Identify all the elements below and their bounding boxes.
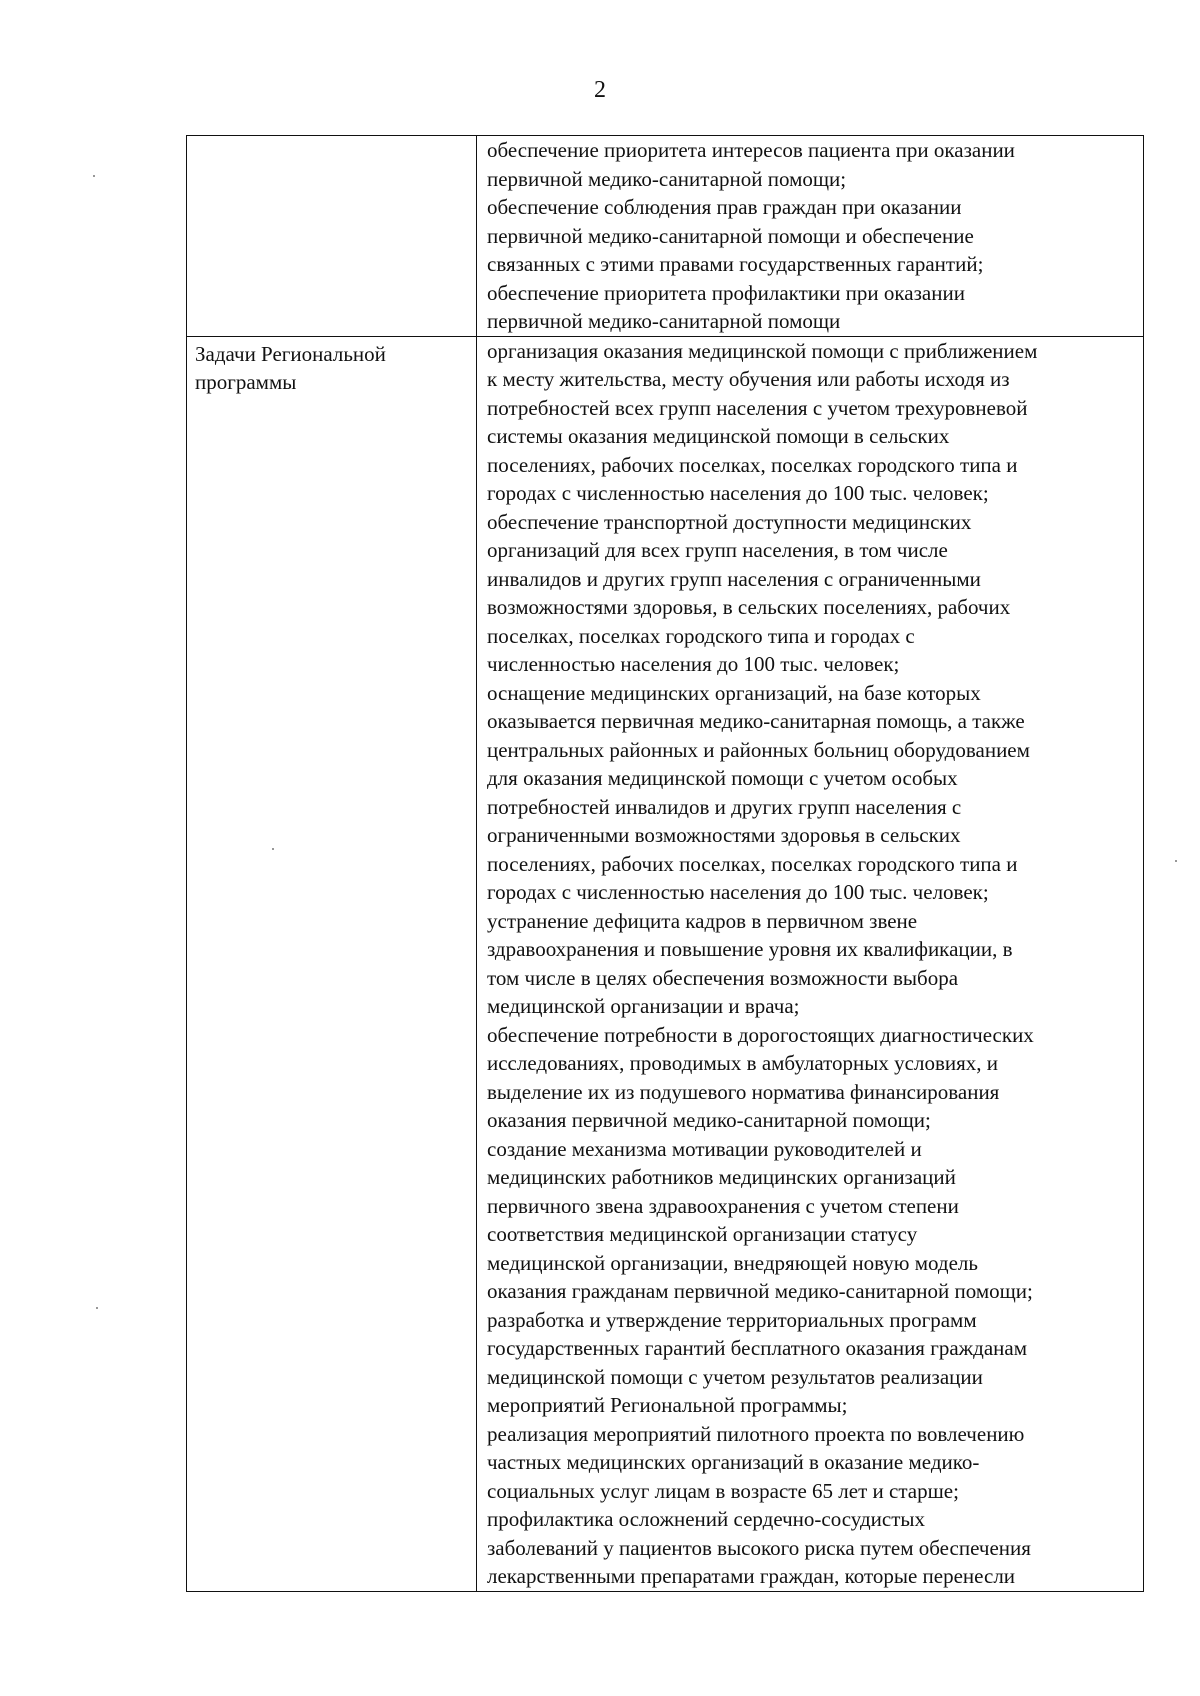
text-line: профилактика осложнений сердечно-сосудистых [487,1507,926,1531]
text-line: инвалидов и других групп населения с ограниченными [487,566,981,591]
row2-content-cell [477,336,1144,1591]
text-line: для оказания медицинской помощи с учетом особых [487,766,958,790]
text-line: реализация мероприятий пилотного проекта по вовлечению [487,1421,1025,1446]
scan-speck [93,175,95,177]
text-line: первичной медико-санитарной помощи [487,309,841,333]
text-line: соответствия медицинской организации статусу [487,1222,918,1246]
text-line: оказания первичной медико-санитарной помощи; [487,1108,931,1132]
text-line: возможностями здоровья, в сельских поселениях, рабочих [487,595,1011,619]
text-line: обеспечение соблюдения прав граждан при оказании [487,195,962,219]
text-line: государственных гарантий бесплатного оказания гражданам [487,1336,1028,1360]
text-line: медицинской помощи с учетом результатов реализации [487,1364,983,1389]
text-line: численностью населения до 100 тыс. человек; [487,652,900,676]
text-line: организаций для всех групп населения, в том числе [487,538,948,562]
scan-speck [1175,860,1177,862]
text-line: оказания гражданам первичной медико-санитарной помощи; [487,1279,1033,1303]
text-line: центральных районных и районных больниц оборудованием [487,737,1030,762]
text-line: медицинской организации и врача; [487,994,800,1018]
row1-content [477,136,1143,336]
text-line: здравоохранения и повышение уровня их квалификации, в [487,937,1013,961]
text-line: выделение их из подушевого норматива финансирования [487,1079,1000,1104]
text-line: потребностей инвалидов и других групп населения с [487,794,962,819]
text-line: ограниченными возможностями здоровья в сельских [487,823,961,847]
label-line: Задачи Региональной [195,341,386,366]
text-line: устранение дефицита кадров в первичном звене [487,908,918,933]
row1-content-cell [477,136,1144,337]
text-line: заболеваний у пациентов высокого риска путем обеспечения [487,1535,1031,1560]
text-line: поселениях, рабочих поселках, поселках городского типа и [487,452,1018,477]
text-line: лекарственными препаратами граждан, которые перенесли [487,1564,1016,1588]
program-table [186,135,1144,1592]
text-line: связанных с этими правами государственных гарантий; [487,252,984,276]
text-line: первичной медико-санитарной помощи и обеспечение [487,223,974,248]
text-line: исследованиях, проводимых в амбулаторных условиях, и [487,1051,999,1075]
scan-speck [96,1307,98,1309]
text-line: создание механизма мотивации руководителей и [487,1136,922,1161]
text-line: обеспечение приоритета интересов пациента при оказании [487,138,1015,162]
label-line: программы [195,370,297,394]
text-line: разработка и утверждение территориальных программ [487,1307,977,1332]
text-line: медицинской организации, внедряющей новую модель [487,1250,978,1275]
text-line: поселках, поселках городского типа и городах с [487,623,915,648]
scan-speck [272,848,274,850]
text-line: том числе в целях обеспечения возможности выбора [487,965,959,990]
text-line: обеспечение потребности в дорогостоящих диагностических [487,1022,1034,1047]
row2-label [187,337,476,397]
text-line: оказывается первичная медико-санитарная помощь, а также [487,709,1025,733]
text-line: обеспечение приоритета профилактики при оказании [487,280,965,305]
text-line: поселениях, рабочих поселках, поселках городского типа и [487,851,1018,876]
text-line: первичного звена здравоохранения с учетом степени [487,1193,959,1218]
text-line: первичной медико-санитарной помощи; [487,166,847,191]
row1-label-cell [187,136,477,337]
text-line: социальных услуг лицам в возрасте 65 лет и старше; [487,1478,959,1503]
text-line: к месту жительства, месту обучения или работы исходя из [487,367,1010,391]
text-line: системы оказания медицинской помощи в сельских [487,424,950,448]
text-line: потребностей всех групп населения с учетом трехуровневой [487,395,1028,420]
table-row-goals [187,136,1144,337]
row2-label-cell [187,336,477,1591]
text-line: городах с численностью населения до 100 тыс. человек; [487,880,989,904]
page-number: 2 [594,77,606,103]
text-line: городах с численностью населения до 100 тыс. человек; [487,481,989,505]
text-line: мероприятий Региональной программы; [487,1393,848,1417]
text-line: медицинских работников медицинских организаций [487,1165,956,1189]
text-line: частных медицинских организаций в оказание медико- [487,1450,980,1474]
text-line: организация оказания медицинской помощи с приближением [487,338,1038,363]
row2-content [477,337,1143,1591]
text-line: оснащение медицинских организаций, на базе которых [487,680,981,705]
text-line: обеспечение транспортной доступности медицинских [487,509,972,534]
table-row-tasks [187,336,1144,1591]
row1-label [187,136,476,139]
